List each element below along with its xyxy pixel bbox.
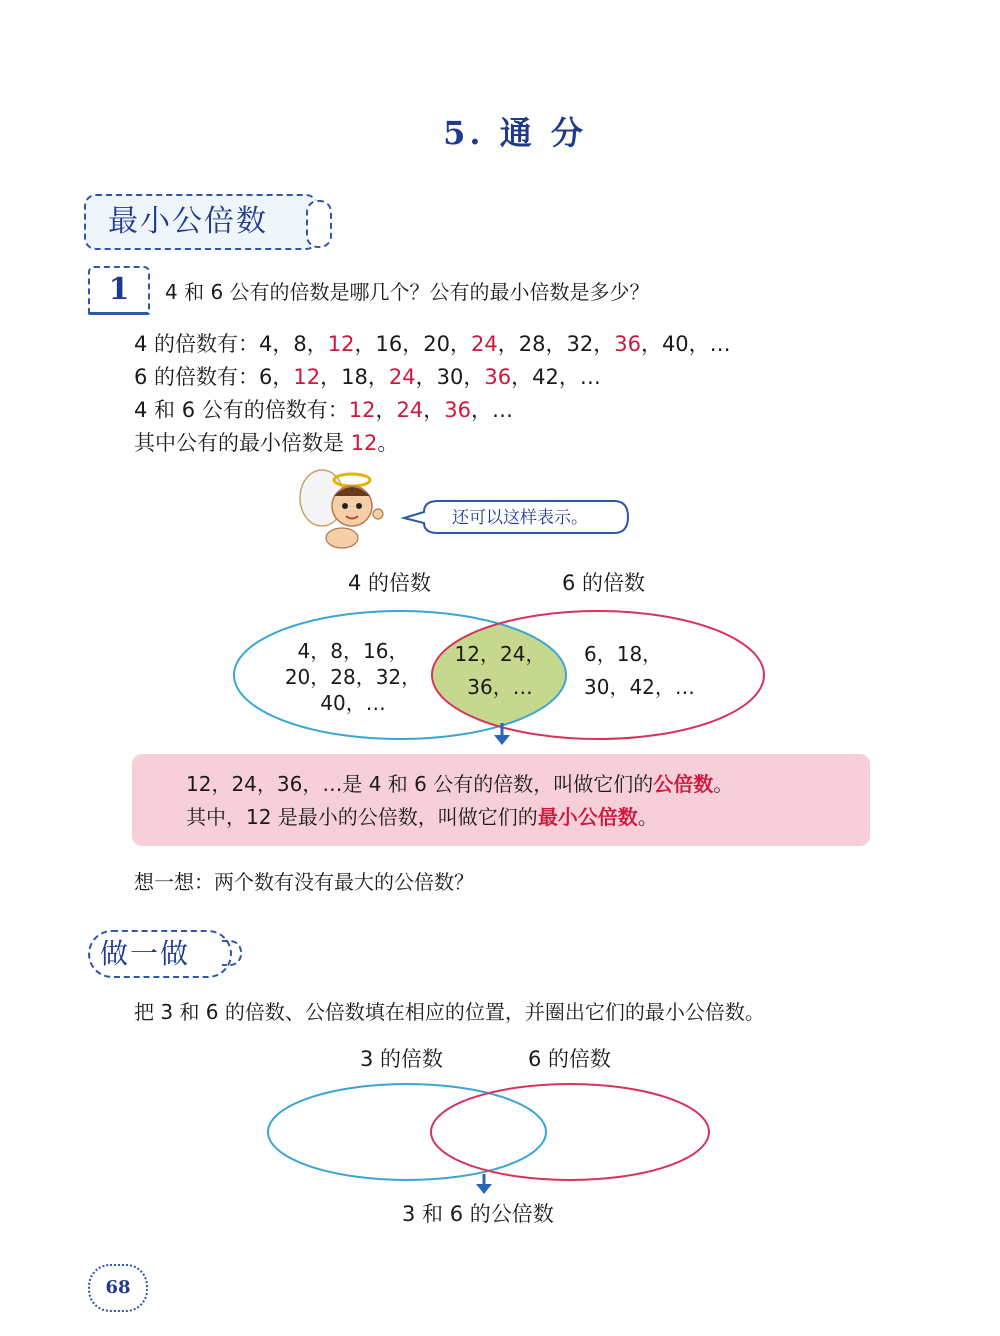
- multiple-value: 12: [348, 398, 376, 422]
- page-number: 68: [88, 1264, 148, 1312]
- separator: ，: [545, 332, 567, 356]
- separator: ，: [375, 398, 397, 422]
- separator: ，: [511, 365, 533, 389]
- definition-text: 12，24，36，…是 4 和 6 公有的倍数，叫做它们的: [186, 772, 654, 796]
- venn1-left-line: 4，8，16，: [297, 639, 409, 663]
- separator: ，: [450, 332, 471, 356]
- separator: ，: [320, 365, 342, 389]
- multiple-value: 36: [614, 332, 641, 356]
- multiple-value: 24: [396, 398, 424, 422]
- separator: ，: [354, 332, 376, 356]
- angel-mascot-icon: [292, 458, 402, 558]
- least-common-prefix: 其中公有的最小倍数是: [134, 431, 351, 455]
- venn1-mid-line: 12，24，: [454, 642, 546, 666]
- think-question: 想一想：两个数有没有最大的公倍数？: [134, 870, 474, 894]
- line-prefix: 6 的倍数有：: [134, 365, 260, 389]
- multiple-value: 18: [341, 365, 368, 389]
- least-common-value: 12: [350, 431, 378, 455]
- multiple-value: 40: [661, 332, 689, 356]
- least-common-line: [134, 427, 398, 457]
- multiple-value: 12: [293, 365, 321, 389]
- multiples-of-6-line: [134, 361, 601, 391]
- common-multiples-line: [134, 394, 513, 424]
- venn1-mid-line: 36，…: [467, 675, 533, 699]
- multiple-value: 6: [259, 365, 273, 389]
- venn1-left-line: 20，28，32，: [284, 665, 422, 689]
- separator: ，: [367, 365, 389, 389]
- venn1-right-line: 6，18，: [584, 642, 663, 666]
- practice-instruction: 把 3 和 6 的倍数、公倍数填在相应的位置，并圈出它们的最小公倍数。: [134, 1000, 765, 1024]
- separator: ，: [497, 332, 519, 356]
- least-common-suffix: 。: [377, 431, 399, 455]
- multiples-of-4-line: [134, 328, 731, 358]
- example-question: 4 和 6 公有的倍数是哪几个？公有的最小倍数是多少？: [165, 280, 650, 304]
- separator: ，: [593, 332, 615, 356]
- separator: ，: [272, 332, 294, 356]
- venn2-left-label: 3 的倍数: [360, 1047, 444, 1071]
- venn2-bottom-label: 3 和 6 的公倍数: [402, 1202, 554, 1226]
- venn1-left-content: [268, 638, 438, 716]
- page-title: 5. 通 分: [443, 114, 587, 152]
- venn1-overlap-content: [440, 638, 560, 704]
- separator: ，: [415, 365, 437, 389]
- multiple-value: 30: [436, 365, 464, 389]
- multiple-value: 24: [471, 332, 498, 356]
- tag-tail-decoration-icon: [222, 940, 242, 966]
- ellipsis: …: [579, 365, 601, 389]
- separator: ，: [423, 398, 445, 422]
- definition-line-1: [186, 768, 733, 797]
- venn1-right-content: [584, 638, 695, 704]
- term-least-common-multiple: 最小公倍数: [537, 805, 638, 829]
- venn1-right-label: 6 的倍数: [562, 571, 646, 595]
- example-number-badge: 1: [88, 266, 150, 315]
- venn1-down-arrow-icon: [494, 735, 510, 745]
- venn-diagram-2: [262, 1080, 717, 1198]
- separator: ，: [470, 398, 492, 422]
- venn2-right-label: 6 的倍数: [528, 1047, 612, 1071]
- multiple-value: 36: [484, 365, 512, 389]
- venn2-right-circle: [431, 1084, 709, 1180]
- multiple-value: 24: [388, 365, 416, 389]
- separator: ，: [272, 365, 294, 389]
- multiple-value: 4: [259, 332, 273, 356]
- term-common-multiple: 公倍数: [653, 772, 714, 796]
- venn1-left-line: 40，…: [320, 691, 386, 715]
- ellipsis: …: [491, 398, 513, 422]
- line-prefix: 4 的倍数有：: [134, 332, 260, 356]
- separator: ，: [306, 332, 328, 356]
- multiple-value: 8: [293, 332, 307, 356]
- practice-tag: 做一做: [88, 930, 232, 978]
- multiple-value: 16: [375, 332, 403, 356]
- multiple-value: 36: [444, 398, 471, 422]
- definition-end: 。: [713, 772, 734, 796]
- multiple-value: 28: [518, 332, 546, 356]
- definition-line-2: [186, 801, 658, 830]
- scroll-decoration-icon: [306, 200, 332, 248]
- separator: ，: [463, 365, 485, 389]
- separator: ，: [688, 332, 710, 356]
- definition-end: 。: [637, 805, 658, 829]
- venn2-left-circle: [268, 1084, 546, 1180]
- venn1-left-label: 4 的倍数: [348, 571, 432, 595]
- separator: ，: [558, 365, 580, 389]
- separator: ，: [640, 332, 662, 356]
- venn2-down-arrow-icon: [476, 1184, 492, 1194]
- multiple-value: 32: [566, 332, 594, 356]
- separator: ，: [402, 332, 424, 356]
- multiple-value: 12: [327, 332, 355, 356]
- line-prefix: 4 和 6 公有的倍数有：: [134, 398, 349, 422]
- venn1-right-line: 30，42，…: [584, 675, 695, 699]
- multiple-value: 20: [423, 332, 450, 356]
- multiple-value: 42: [532, 365, 559, 389]
- ellipsis: …: [709, 332, 731, 356]
- speech-bubble: [400, 497, 632, 537]
- definition-text: 其中，12 是最小的公倍数，叫做它们的: [186, 805, 538, 829]
- speech-bubble-text: 还可以这样表示。: [452, 508, 588, 528]
- section-tag-lcm: 最小公倍数: [84, 194, 318, 250]
